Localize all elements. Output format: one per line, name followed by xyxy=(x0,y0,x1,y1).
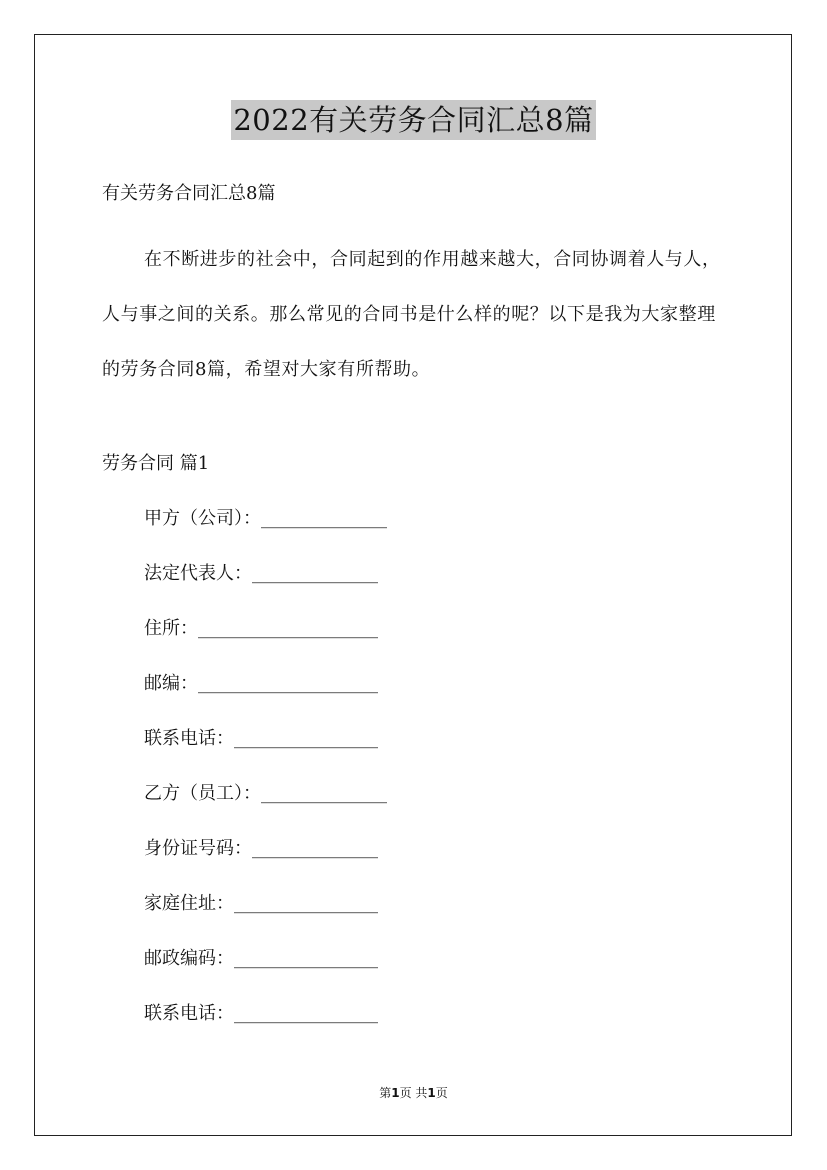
field-address xyxy=(144,615,387,670)
field-label: 身份证号码： xyxy=(144,838,252,859)
field-blank: ____________________ xyxy=(198,673,378,694)
field-blank: ________________ xyxy=(234,948,378,969)
field-label: 家庭住址： xyxy=(144,893,234,914)
field-blank: ____________________ xyxy=(198,618,378,639)
field-label: 邮政编码： xyxy=(144,948,234,969)
field-blank: ______________ xyxy=(261,508,387,529)
field-label: 法定代表人： xyxy=(144,563,252,584)
field-blank: ______________ xyxy=(252,838,378,859)
footer-page-prefix: 第 xyxy=(379,1086,392,1100)
field-label: 甲方（公司）： xyxy=(144,508,261,529)
field-postcode xyxy=(144,670,387,725)
footer-page-total: 1 xyxy=(427,1086,436,1100)
footer-page-mid: 页 共 xyxy=(399,1086,428,1100)
field-blank: ______________ xyxy=(261,783,387,804)
footer-page-current: 1 xyxy=(391,1086,400,1100)
section-title: 劳务合同 篇1 xyxy=(102,453,210,474)
intro-paragraph: 在不断进步的社会中，合同起到的作用越来越大，合同协调着人与人，人与事之间的关系。那么常见的合同书是什么样的呢？以下是我为大家整理的劳务合同8篇，希望对大家有所帮助。 xyxy=(102,249,721,380)
field-blank: ______________ xyxy=(252,563,378,584)
field-legal-representative xyxy=(144,560,387,615)
field-blank: ________________ xyxy=(234,893,378,914)
field-phone-a xyxy=(144,725,387,780)
document-title: 2022有关劳务合同汇总8篇 xyxy=(231,100,595,140)
page-footer xyxy=(0,1084,827,1101)
field-id-number xyxy=(144,835,387,890)
field-party-a-company xyxy=(144,505,387,560)
field-label: 联系电话： xyxy=(144,1003,234,1024)
field-blank: ________________ xyxy=(234,728,378,749)
field-label: 邮编： xyxy=(144,673,198,694)
field-phone-b xyxy=(144,1000,387,1055)
field-label: 联系电话： xyxy=(144,728,234,749)
contract-fields xyxy=(144,505,387,1055)
field-party-b-employee xyxy=(144,780,387,835)
field-blank: ________________ xyxy=(234,1003,378,1024)
document-subtitle: 有关劳务合同汇总8篇 xyxy=(102,183,276,204)
title-container xyxy=(0,100,827,140)
field-postal-code xyxy=(144,945,387,1000)
footer-page-suffix: 页 xyxy=(435,1086,448,1100)
field-home-address xyxy=(144,890,387,945)
field-label: 乙方（员工）： xyxy=(144,783,261,804)
field-label: 住所： xyxy=(144,618,198,639)
